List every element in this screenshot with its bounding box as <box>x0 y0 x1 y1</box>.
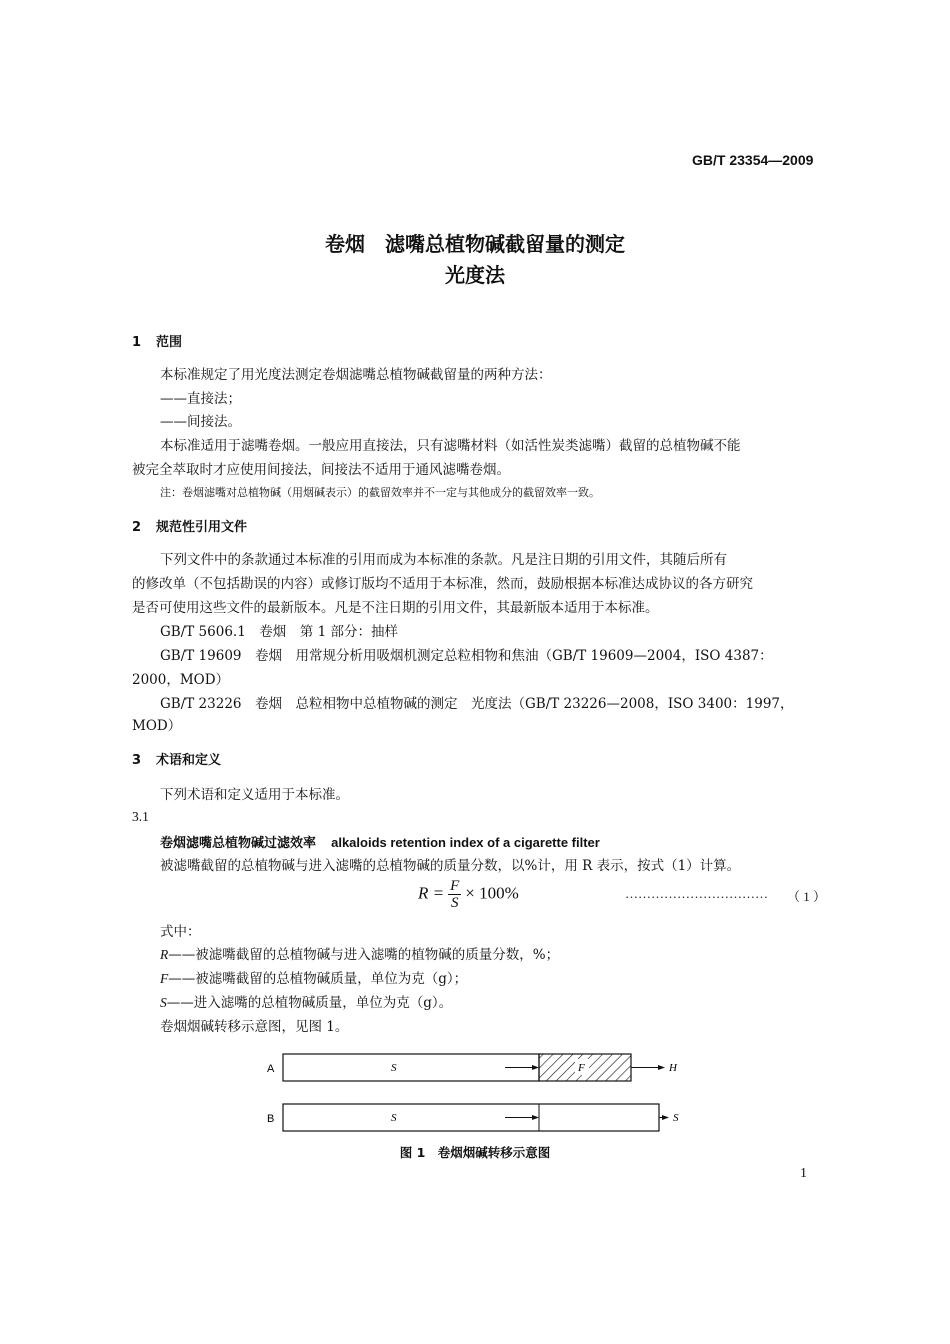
figure-reference: 卷烟烟碱转移示意图，见图 1。 <box>160 1019 349 1035</box>
term-heading <box>160 832 600 851</box>
figure-caption: 图 1 卷烟烟碱转移示意图 <box>399 1145 551 1160</box>
section-title: 术语和定义 <box>156 753 222 768</box>
note: 注：卷烟滤嘴对总植物碱（用烟碱表示）的截留效率并不一定与其他成分的截留效率一致。 <box>160 486 600 499</box>
variable-symbol: R <box>160 947 169 962</box>
paragraph-continuation: 是否可使用这些文件的最新版本。凡是不注日期的引用文件，其最新版本适用于本标准。 <box>132 600 659 616</box>
row-a-h-label: H <box>669 1062 677 1074</box>
reference-item-continuation: MOD） <box>132 718 182 734</box>
definition: 被滤嘴截留的总植物碱与进入滤嘴的总植物碱的质量分数，以%计，用 R 表示，按式（1）计算。 <box>160 858 741 874</box>
row-a-f-label: F <box>578 1062 585 1074</box>
row-b-label: B <box>267 1113 275 1125</box>
list-item: ——间接法。 <box>160 414 241 430</box>
section-3-heading <box>132 749 221 768</box>
arrow-head <box>658 1065 665 1070</box>
variable-description: ——进入滤嘴的总植物碱质量，单位为克（g）。 <box>166 995 453 1011</box>
reference-item: GB/T 5606.1 卷烟 第 1 部分：抽样 <box>160 624 398 640</box>
paragraph: 本标准规定了用光度法测定卷烟滤嘴总植物碱截留量的两种方法： <box>160 367 552 383</box>
equation-label: （ 1 ） <box>787 889 827 904</box>
section-number: 1 <box>132 335 142 350</box>
section-number: 3 <box>132 753 142 768</box>
list-item: ——直接法； <box>160 391 241 407</box>
row-a-s-label: S <box>391 1062 397 1074</box>
paragraph: 下列术语和定义适用于本标准。 <box>160 787 349 803</box>
document-subtitle: 光度法 <box>445 263 505 287</box>
standard-number: GB/T 23354—2009 <box>692 152 814 168</box>
page-number: 1 <box>800 1166 807 1181</box>
formula-numerator: F <box>450 878 460 894</box>
term-english: alkaloids retention index of a cigarette filter <box>331 835 600 850</box>
formula-fraction <box>448 878 461 911</box>
variable-description: ——被滤嘴截留的总植物碱与进入滤嘴的植物碱的质量分数，%； <box>168 947 560 963</box>
subsection-number: 3.1 <box>132 809 149 824</box>
row-b-out-label: S <box>673 1112 679 1124</box>
variable-description: ——被滤嘴截留的总植物碱质量，单位为克（g）； <box>168 971 468 987</box>
term-chinese: 卷烟滤嘴总植物碱过滤效率 <box>160 836 317 851</box>
paragraph-continuation: 被完全萃取时才应使用间接法，间接法不适用于通风滤嘴卷烟。 <box>132 462 510 478</box>
variable-definition <box>160 967 467 987</box>
variable-symbol: S <box>160 995 167 1010</box>
cigarette-rod-a <box>283 1054 539 1081</box>
formula-rhs: × 100% <box>465 883 519 903</box>
section-2-heading <box>132 516 247 535</box>
variable-symbol: F <box>160 971 169 986</box>
reference-item: GB/T 23226 卷烟 总粒相物中总植物碱的测定 光度法（GB/T 23226—2008，ISO 3400：1997， <box>160 696 794 712</box>
formula <box>418 878 519 911</box>
row-b-s-label: S <box>391 1112 397 1124</box>
row-a-label: A <box>267 1063 275 1075</box>
cigarette-rod-b <box>283 1104 659 1131</box>
paragraph: 本标准适用于滤嘴卷烟。一般应用直接法，只有滤嘴材料（如活性炭类滤嘴）截留的总植物碱不能 <box>160 438 741 454</box>
figure-diagram <box>255 1045 695 1145</box>
reference-item-continuation: 2000，MOD） <box>132 672 230 688</box>
section-number: 2 <box>132 520 142 535</box>
section-title: 范围 <box>156 335 183 350</box>
arrow-head <box>662 1115 669 1120</box>
paragraph: 下列文件中的条款通过本标准的引用而成为本标准的条款。凡是注日期的引用文件，其随后所有 <box>160 552 727 568</box>
equation-leader-dots: …………………………… <box>625 886 768 901</box>
formula-lhs: R = <box>418 883 445 903</box>
where-label: 式中： <box>160 924 201 940</box>
variable-definition <box>160 943 559 963</box>
document-title: 卷烟 滤嘴总植物碱截留量的测定 <box>325 232 625 256</box>
variable-definition <box>160 991 452 1011</box>
paragraph-continuation: 的修改单（不包括勘误的内容）或修订版均不适用于本标准，然而，鼓励根据本标准达成协议的各方研究 <box>132 576 753 592</box>
section-title: 规范性引用文件 <box>156 520 248 535</box>
section-1-heading <box>132 331 182 350</box>
reference-item: GB/T 19609 卷烟 用常规分析用吸烟机测定总粒相物和焦油（GB/T 19609—2004，ISO 4387： <box>160 648 773 664</box>
formula-denominator: S <box>450 895 459 911</box>
